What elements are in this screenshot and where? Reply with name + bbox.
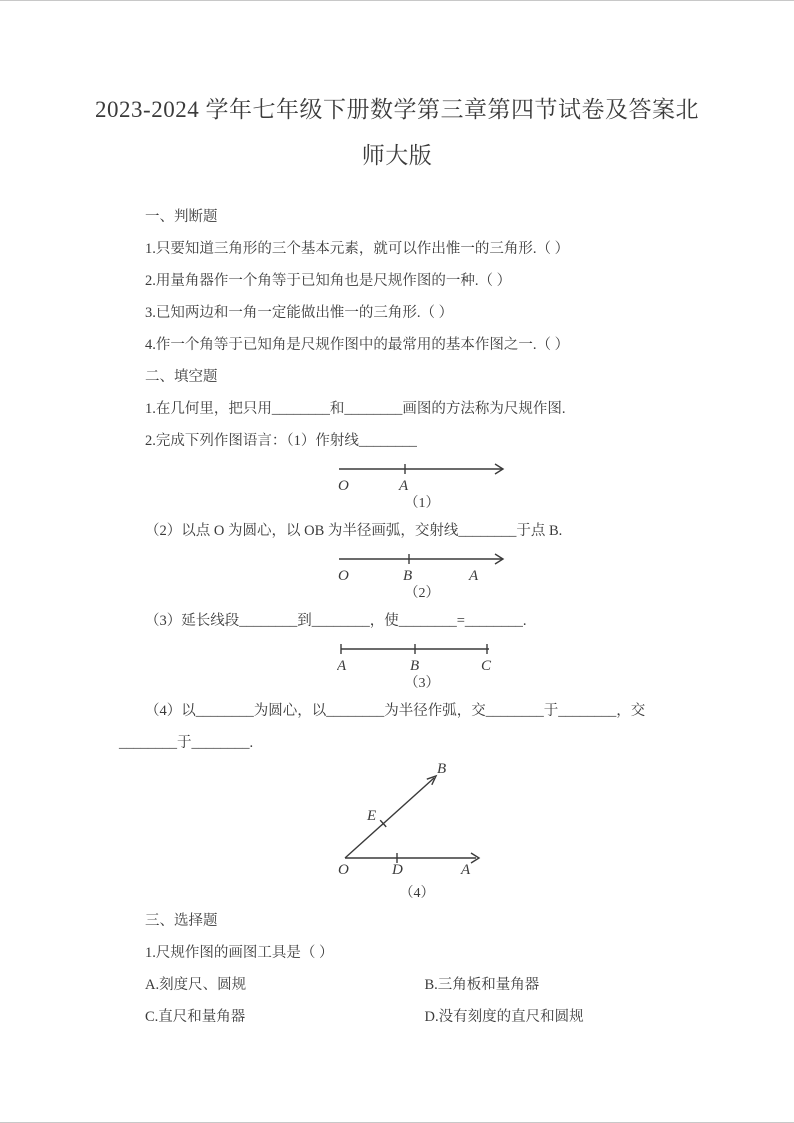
fill-blank-q2-part4-line1: （4）以________为圆心，以________为半径作弧，交________于________，交 <box>145 703 646 719</box>
figure-3-drawing <box>337 639 497 673</box>
figure-3-label-C: C <box>481 658 492 673</box>
choice-option-b: B.三角板和量角器 <box>424 977 540 993</box>
figure-2-label-B: B <box>403 568 413 583</box>
fill-blank-q1: 1.在几何里，把只用________和________画图的方法称为尺规作图. <box>145 401 566 417</box>
figure-1-drawing <box>337 459 507 493</box>
figure-4-label-A: A <box>461 862 471 878</box>
choice-option-c: C.直尺和量角器 <box>145 1009 246 1025</box>
figure-1-ray <box>337 459 507 515</box>
figure-4-label-O: O <box>338 862 349 878</box>
choice-q1: 1.尺规作图的画图工具是（ ） <box>145 945 334 961</box>
figure-4-label-D: D <box>392 862 403 878</box>
figure-3-label-A: A <box>337 658 347 673</box>
figure-4-oblique-ray <box>345 778 434 858</box>
judgement-item-4: 4.作一个角等于已知角是尺规作图中的最常用的基本作图之一.（ ） <box>145 337 570 353</box>
choice-options-row-1 <box>145 969 704 1001</box>
choice-options-row-2 <box>145 1001 704 1033</box>
page-title <box>0 87 794 179</box>
fill-blank-q2-part2: （2）以点 O 为圆心，以 OB 为半径画弧，交射线________于点 B. <box>145 523 563 539</box>
figure-1-label-A: A <box>399 478 409 493</box>
figure-4-label-E: E <box>367 808 377 824</box>
figure-3-segment <box>337 639 507 695</box>
section-heading-fill-blank: 二、填空题 <box>145 369 218 385</box>
figure-2-label-A: A <box>469 568 479 583</box>
test-paper-page <box>0 1 794 1122</box>
choice-option-d: D.没有刻度的直尺和圆规 <box>424 1009 584 1025</box>
figure-3-caption: （3） <box>404 676 440 691</box>
judgement-item-2: 2.用量角器作一个角等于已知角也是尺规作图的一种.（ ） <box>145 273 512 289</box>
choice-option-a: A.刻度尺、圆规 <box>145 977 247 993</box>
figure-2-ray <box>337 549 507 605</box>
figure-2-caption: （2） <box>404 586 440 601</box>
title-line-2: 师大版 <box>361 143 433 168</box>
figure-1-caption: （1） <box>404 496 440 511</box>
fill-blank-q2-part3: （3）延长线段________到________，使________=________. <box>145 613 527 629</box>
judgement-item-1: 1.只要知道三角形的三个基本元素，就可以作出惟一的三角形.（ ） <box>145 241 570 257</box>
figure-1-label-O: O <box>338 478 349 493</box>
fill-blank-q2-part4-line2: ________于________. <box>119 735 254 751</box>
figure-2-label-O: O <box>338 568 349 583</box>
title-line-1: 2023-2024 学年七年级下册数学第三章第四节试卷及答案北 <box>95 97 699 122</box>
figure-4-caption: （4） <box>399 886 435 901</box>
judgement-item-3: 3.已知两边和一角一定能做出惟一的三角形.（ ） <box>145 305 454 321</box>
paper-content <box>0 201 794 1033</box>
figure-2-drawing <box>337 549 507 583</box>
figure-4-drawing <box>337 761 497 883</box>
section-heading-judgement: 一、判断题 <box>145 209 218 225</box>
figure-4-label-B: B <box>437 761 447 777</box>
section-heading-choice: 三、选择题 <box>145 913 218 929</box>
figure-3-label-B: B <box>410 658 420 673</box>
figure-4-angle <box>337 761 497 905</box>
fill-blank-q2-intro: 2.完成下列作图语言：（1）作射线________ <box>145 433 417 449</box>
